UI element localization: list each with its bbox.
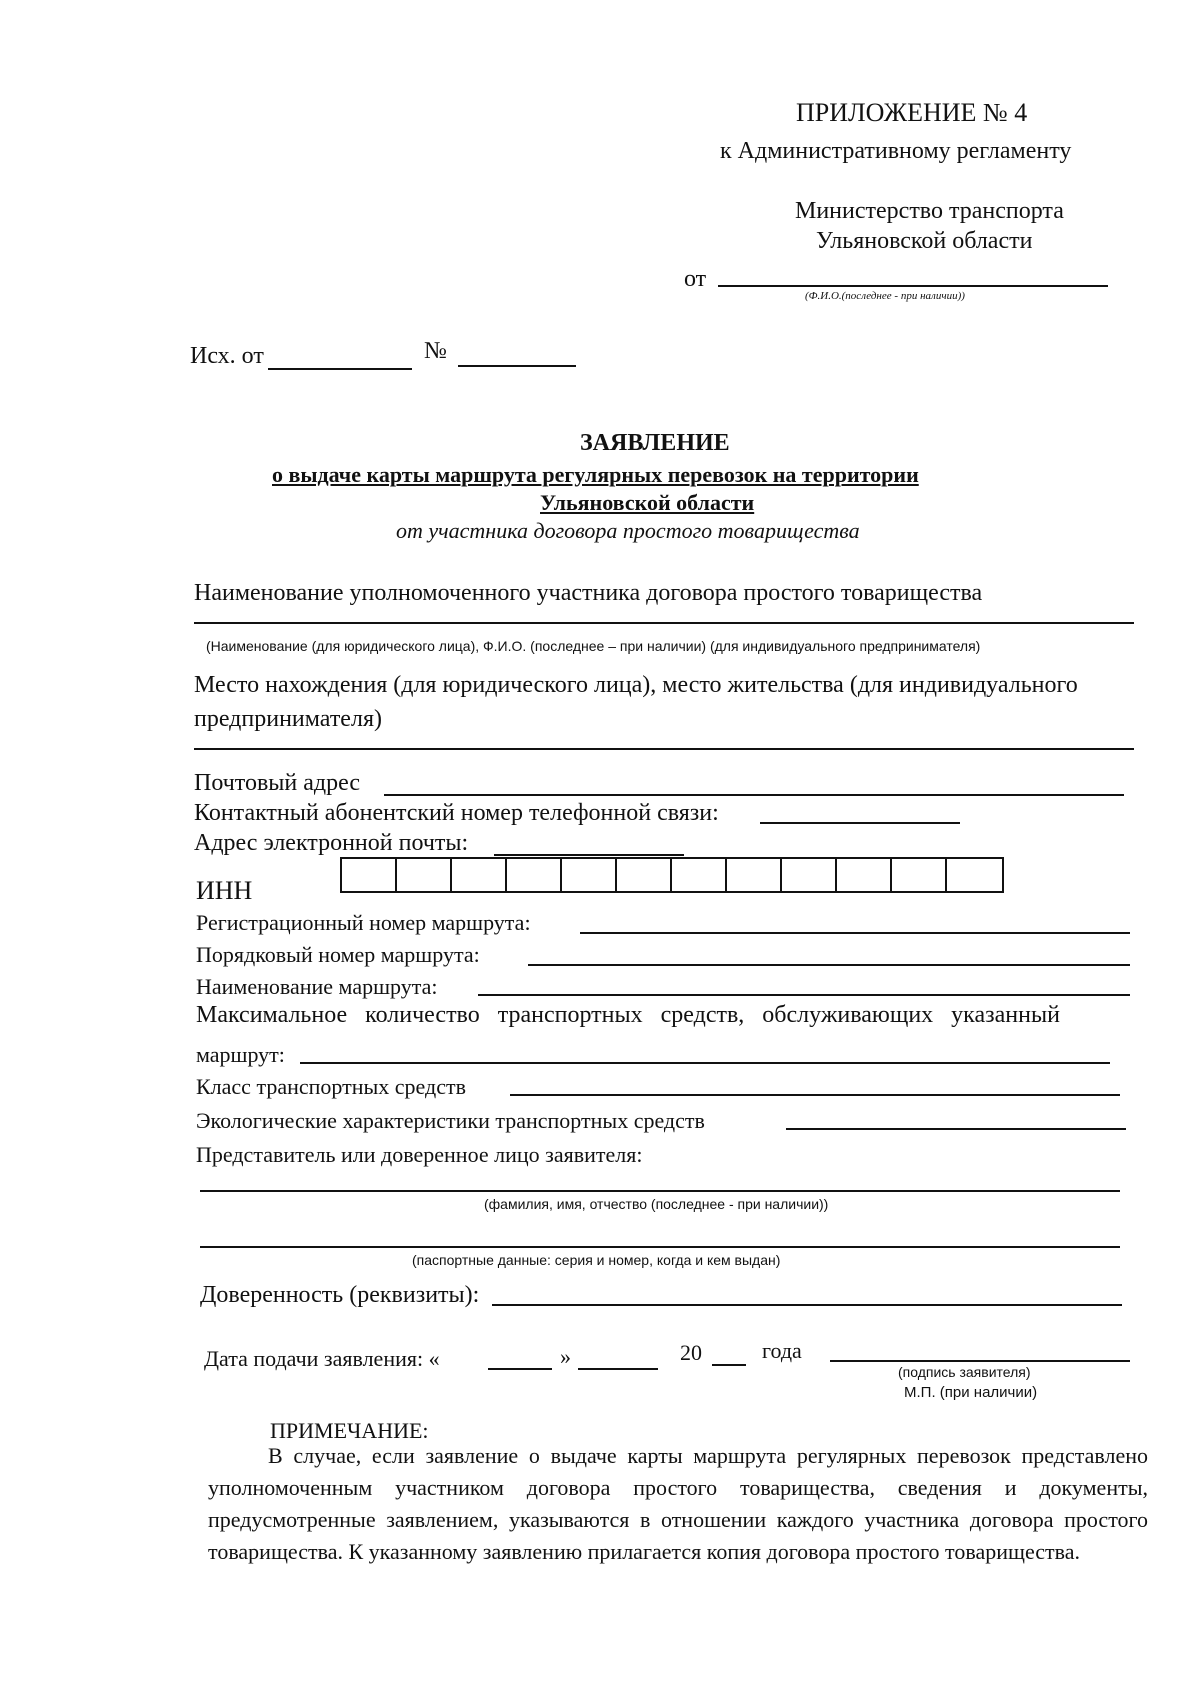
outgoing-number-label: №	[424, 338, 447, 364]
phone-field[interactable]	[760, 822, 960, 824]
passport-field[interactable]	[200, 1246, 1120, 1248]
representative-label: Представитель или доверенное лицо заявителя:	[196, 1142, 643, 1167]
inn-label: ИНН	[196, 876, 253, 905]
inn-cell[interactable]	[782, 859, 837, 891]
power-of-attorney-label: Доверенность (реквизиты):	[200, 1282, 480, 1308]
inn-cell[interactable]	[397, 859, 452, 891]
authorized-name-field[interactable]	[194, 622, 1134, 624]
from-label: от	[684, 266, 707, 292]
ministry-line-2: Ульяновской области	[816, 228, 1033, 254]
inn-cell[interactable]	[892, 859, 947, 891]
title-subtitle: от участника договора простого товарищества	[396, 518, 860, 543]
inn-cell[interactable]	[837, 859, 892, 891]
inn-cell[interactable]	[672, 859, 727, 891]
eco-label: Экологические характеристики транспортных средств	[196, 1108, 705, 1133]
fio-hint: (Ф.И.О.(последнее - при наличии))	[805, 290, 965, 302]
from-fio-field[interactable]	[718, 285, 1108, 287]
email-label: Адрес электронной почты:	[194, 830, 469, 856]
reg-number-field[interactable]	[580, 932, 1130, 934]
title-line-2: Ульяновской области	[540, 490, 755, 515]
route-name-label: Наименование маршрута:	[196, 974, 438, 999]
inn-cell[interactable]	[342, 859, 397, 891]
vehicle-class-field[interactable]	[510, 1094, 1120, 1096]
power-of-attorney-field[interactable]	[492, 1304, 1122, 1306]
postal-field[interactable]	[384, 794, 1124, 796]
year-prefix: 20	[680, 1340, 702, 1365]
location-field[interactable]	[194, 748, 1134, 750]
note-text: В случае, если заявление о выдаче карты маршрута регулярных перевозок представлено уполномоченным участником договора простого товарищества, сведения и документы, предусмотренные заявлением, указываются в отношении каждого участника договора простого товарищества. К указанному заявлению прилагается копия договора простого товарищества.	[208, 1443, 1148, 1564]
max-vehicles-label-line-1: Максимальное количество транспортных средств, обслуживающих указанный	[196, 1002, 1060, 1028]
date-label: Дата подачи заявления: «	[204, 1346, 440, 1371]
postal-label: Почтовый адрес	[194, 770, 361, 796]
inn-cell[interactable]	[617, 859, 672, 891]
route-name-field[interactable]	[478, 994, 1130, 996]
passport-hint: (паспортные данные: серия и номер, когда и кем выдан)	[412, 1252, 781, 1268]
document-title: ЗАЯВЛЕНИЕ	[580, 430, 730, 456]
date-month-field[interactable]	[578, 1368, 658, 1370]
inn-cell[interactable]	[727, 859, 782, 891]
max-vehicles-label-line-2: маршрут:	[196, 1042, 285, 1067]
outgoing-label: Исх. от	[190, 343, 264, 369]
year-suffix: года	[762, 1338, 802, 1363]
inn-cell[interactable]	[507, 859, 562, 891]
representative-fio-hint: (фамилия, имя, отчество (последнее - при наличии))	[484, 1196, 829, 1212]
inn-cells[interactable]	[340, 857, 1004, 893]
date-day-field[interactable]	[488, 1368, 552, 1370]
representative-fio-field[interactable]	[200, 1190, 1120, 1192]
authorized-name-hint: (Наименование (для юридического лица), Ф.И.О. (последнее – при наличии) (для индивидуального предпринимателя)	[206, 638, 981, 654]
location-label-line-2: предпринимателя)	[194, 706, 382, 732]
date-year-field[interactable]	[712, 1364, 746, 1366]
location-label-line-1: Место нахождения (для юридического лица), место жительства (для индивидуального	[194, 672, 1078, 698]
signature-hint: (подпись заявителя)	[898, 1364, 1031, 1380]
signature-field[interactable]	[830, 1360, 1130, 1362]
phone-label: Контактный абонентский номер телефонной связи:	[194, 800, 719, 826]
title-line-1: о выдаче карты маршрута регулярных перевозок на территории	[272, 462, 919, 487]
serial-number-label: Порядковый номер маршрута:	[196, 942, 480, 967]
authorized-name-label: Наименование уполномоченного участника договора простого товарищества	[194, 580, 983, 606]
note-heading: ПРИМЕЧАНИЕ:	[270, 1418, 429, 1443]
inn-cell[interactable]	[947, 859, 1002, 891]
date-quote: »	[560, 1344, 571, 1369]
outgoing-number-field[interactable]	[458, 365, 576, 367]
inn-cell[interactable]	[452, 859, 507, 891]
stamp-hint: М.П. (при наличии)	[904, 1384, 1038, 1401]
outgoing-date-field[interactable]	[268, 368, 412, 370]
ministry-line-1: Министерство транспорта	[795, 198, 1064, 224]
appendix-title: ПРИЛОЖЕНИЕ № 4	[796, 98, 1028, 127]
email-field[interactable]	[494, 854, 684, 856]
serial-number-field[interactable]	[528, 964, 1130, 966]
eco-field[interactable]	[786, 1128, 1126, 1130]
inn-cell[interactable]	[562, 859, 617, 891]
reg-number-label: Регистрационный номер маршрута:	[196, 910, 531, 935]
regulation-reference: к Административному регламенту	[720, 138, 1072, 164]
max-vehicles-field[interactable]	[300, 1062, 1110, 1064]
vehicle-class-label: Класс транспортных средств	[196, 1074, 466, 1099]
